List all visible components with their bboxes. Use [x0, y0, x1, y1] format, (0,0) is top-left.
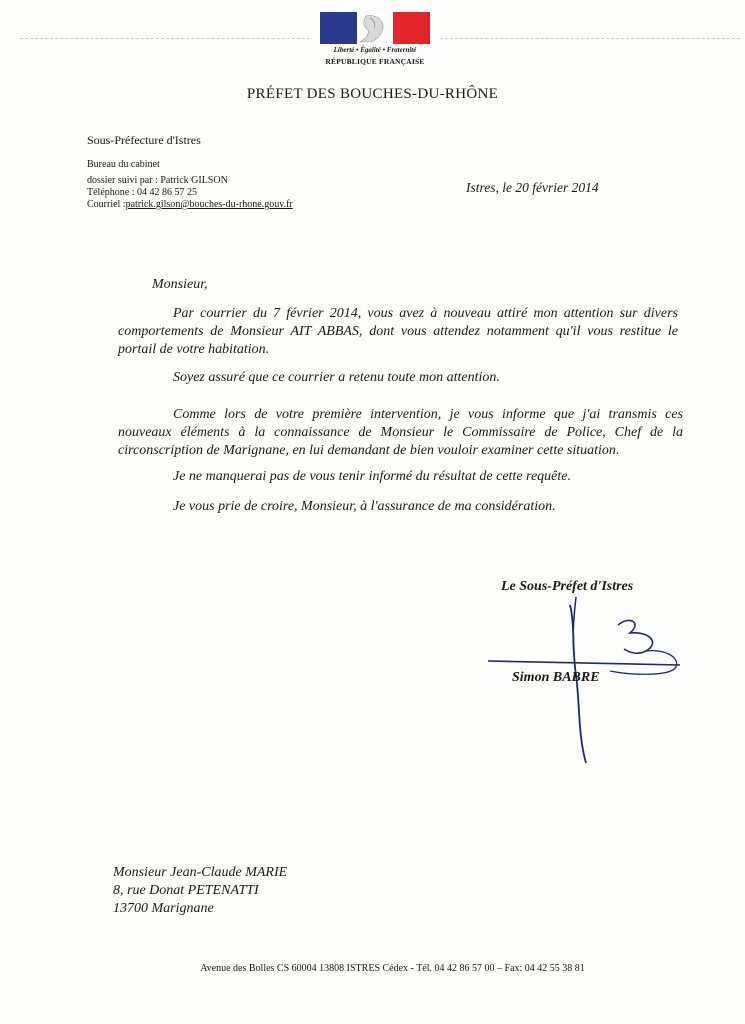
- paragraph-1-line-1: Par courrier du 7 février 2014, vous avez à nouveau attiré mon attention sur divers: [173, 306, 678, 321]
- paragraph-1: [118, 305, 678, 359]
- recipient-street: 8, rue Donat PETENATTI: [113, 883, 259, 898]
- paragraph-4: Je ne manquerai pas de vous tenir informé du résultat de cette requête.: [173, 469, 571, 484]
- paragraph-3-line-3: circonscription de Marignane, en lui demandant de bien vouloir examiner cette situation.: [118, 443, 620, 458]
- sous-prefecture: Sous-Préfecture d'Istres: [87, 133, 201, 147]
- paragraph-3-line-2: nouveaux éléments à la connaissance de Monsieur le Commissaire de Police, Chef de la: [118, 425, 683, 440]
- signatory-name: Simon BABRE: [512, 670, 600, 685]
- email-label: Courriel :: [87, 199, 126, 210]
- recipient-address: [113, 864, 287, 918]
- paragraph-3-line-1: Comme lors de votre première intervention, je vous informe que j'ai transmis ces: [173, 407, 683, 422]
- recipient-city: 13700 Marignane: [113, 901, 214, 916]
- footer-address: Avenue des Bolles CS 60004 13808 ISTRES Cédex - Tél. 04 42 86 57 00 – Fax: 04 42 55 38 81: [200, 963, 585, 974]
- followed-by: dossier suivi par : Patrick GILSON: [87, 175, 228, 186]
- signatory-title: Le Sous-Préfet d'Istres: [501, 579, 634, 594]
- email-line: [87, 199, 293, 211]
- republique-francaise: RÉPUBLIQUE FRANÇAISE: [325, 57, 425, 66]
- marianne-logo: [320, 12, 430, 72]
- paragraph-1-line-3: portail de votre habitation.: [118, 342, 270, 357]
- bureau: Bureau du cabinet: [87, 159, 160, 170]
- paragraph-2: Soyez assuré que ce courrier a retenu toute mon attention.: [173, 370, 500, 385]
- scan-line-left: [20, 38, 310, 39]
- paragraph-3: [118, 406, 683, 460]
- prefet-title: PRÉFET DES BOUCHES-DU-RHÔNE: [246, 86, 499, 102]
- paragraph-1-line-2: comportements de Monsieur AIT ABBAS, dont vous attendez notamment qu'il vous restitue le: [118, 324, 678, 339]
- paragraph-5: Je vous prie de croire, Monsieur, à l'assurance de ma considération.: [173, 499, 556, 514]
- motto: Liberté • Égalité • Fraternité: [333, 46, 417, 54]
- recipient-name: Monsieur Jean-Claude MARIE: [113, 865, 288, 880]
- contact-block: [87, 175, 293, 211]
- phone: Téléphone : 04 42 86 57 25: [87, 187, 197, 198]
- letter-date: Istres, le 20 février 2014: [466, 180, 599, 195]
- marianne-flag-icon: [320, 12, 430, 44]
- salutation: Monsieur,: [152, 277, 208, 292]
- email-link[interactable]: patrick.gilson@bouches-du-rhone.gouv.fr: [125, 199, 293, 210]
- scan-line-right: [440, 38, 740, 39]
